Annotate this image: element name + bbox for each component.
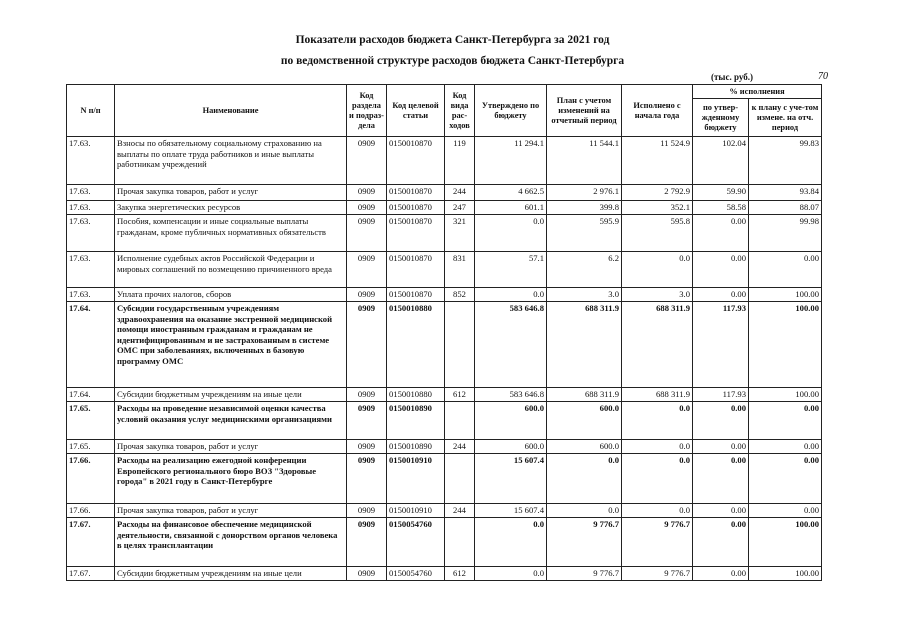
row-utv: 600.0 [475, 402, 547, 440]
row-name: Расходы на финансовое обеспечение медицинской деятельности, связанной с донорством органов человека в целях трансплантации [115, 518, 347, 567]
row-razdel: 0909 [347, 504, 387, 518]
col-header-razdel: Код раздела и подраз-дела [347, 85, 387, 137]
row-name: Расходы на проведение независимой оценки качества условий оказания услуг медицинскими организациями [115, 402, 347, 440]
col-header-name: Наименование [115, 85, 347, 137]
row-pct-utv: 0.00 [693, 567, 749, 581]
row-plan: 3.0 [547, 288, 622, 302]
row-pct-plan: 0.00 [749, 252, 822, 288]
table-row [67, 252, 822, 288]
row-num: 17.63. [67, 288, 115, 302]
report-title-line2: по ведомственной структуре расходов бюджета Санкт-Петербурга [280, 55, 625, 67]
row-plan: 688 311.9 [547, 388, 622, 402]
row-razdel: 0909 [347, 137, 387, 185]
row-name: Прочая закупка товаров, работ и услуг [115, 440, 347, 454]
row-vid: 244 [445, 185, 475, 201]
row-pct-plan: 100.00 [749, 302, 822, 388]
row-num: 17.67. [67, 518, 115, 567]
row-vid: 831 [445, 252, 475, 288]
row-vid: 321 [445, 215, 475, 252]
budget-table [66, 84, 822, 581]
row-ispoln: 0.0 [622, 252, 693, 288]
table-row [67, 288, 822, 302]
col-header-num: N п/п [67, 85, 115, 137]
row-tsel: 0150010880 [387, 388, 445, 402]
row-ispoln: 0.0 [622, 440, 693, 454]
row-razdel: 0909 [347, 388, 387, 402]
row-pct-plan: 100.00 [749, 388, 822, 402]
row-pct-plan: 100.00 [749, 567, 822, 581]
row-num: 17.66. [67, 454, 115, 504]
row-utv: 0.0 [475, 215, 547, 252]
row-razdel: 0909 [347, 567, 387, 581]
row-name: Уплата прочих налогов, сборов [115, 288, 347, 302]
row-plan: 6.2 [547, 252, 622, 288]
row-razdel: 0909 [347, 252, 387, 288]
row-tsel: 0150010870 [387, 215, 445, 252]
row-pct-utv: 0.00 [693, 252, 749, 288]
row-pct-plan: 99.98 [749, 215, 822, 252]
row-plan: 595.9 [547, 215, 622, 252]
page-number: 70 [818, 71, 828, 82]
row-ispoln: 0.0 [622, 504, 693, 518]
row-name: Закупка энергетических ресурсов [115, 201, 347, 215]
row-name: Субсидии бюджетным учреждениям на иные цели [115, 388, 347, 402]
row-razdel: 0909 [347, 185, 387, 201]
table-row [67, 185, 822, 201]
row-razdel: 0909 [347, 518, 387, 567]
row-plan: 600.0 [547, 402, 622, 440]
row-utv: 583 646.8 [475, 388, 547, 402]
table-row [67, 518, 822, 567]
row-utv: 583 646.8 [475, 302, 547, 388]
row-ispoln: 595.8 [622, 215, 693, 252]
row-tsel: 0150010870 [387, 288, 445, 302]
row-ispoln: 688 311.9 [622, 388, 693, 402]
row-vid [445, 402, 475, 440]
row-num: 17.65. [67, 440, 115, 454]
row-razdel: 0909 [347, 201, 387, 215]
row-vid: 852 [445, 288, 475, 302]
row-ispoln: 2 792.9 [622, 185, 693, 201]
col-header-plan: План с учетом изменений на отчетный период [547, 85, 622, 137]
row-tsel: 0150010890 [387, 440, 445, 454]
row-vid: 244 [445, 504, 475, 518]
row-ispoln: 688 311.9 [622, 302, 693, 388]
row-razdel: 0909 [347, 440, 387, 454]
table-row [67, 454, 822, 504]
row-vid: 612 [445, 388, 475, 402]
row-name: Расходы на реализацию ежегодной конференции Европейского регионального бюро ВОЗ "Здоровые города" в 2021 году в Санкт-Петербурге [115, 454, 347, 504]
row-tsel: 0150010910 [387, 504, 445, 518]
row-tsel: 0150010880 [387, 302, 445, 388]
table-row [67, 402, 822, 440]
row-plan: 600.0 [547, 440, 622, 454]
row-plan: 2 976.1 [547, 185, 622, 201]
col-header-utv: Утверждено по бюджету [475, 85, 547, 137]
row-vid: 244 [445, 440, 475, 454]
col-header-pct-group: % исполнения [693, 85, 822, 99]
row-ispoln: 0.0 [622, 454, 693, 504]
row-razdel: 0909 [347, 302, 387, 388]
row-plan: 9 776.7 [547, 518, 622, 567]
row-pct-utv: 0.00 [693, 288, 749, 302]
row-pct-plan: 0.00 [749, 402, 822, 440]
row-vid [445, 518, 475, 567]
row-utv: 15 607.4 [475, 504, 547, 518]
row-pct-plan: 0.00 [749, 454, 822, 504]
col-header-pct-utv: по утвер-жденному бюджету [693, 99, 749, 137]
row-ispoln: 9 776.7 [622, 567, 693, 581]
row-tsel: 0150054760 [387, 567, 445, 581]
row-pct-plan: 93.84 [749, 185, 822, 201]
row-num: 17.65. [67, 402, 115, 440]
row-tsel: 0150010870 [387, 185, 445, 201]
row-tsel: 0150010870 [387, 201, 445, 215]
row-utv: 15 607.4 [475, 454, 547, 504]
row-num: 17.63. [67, 185, 115, 201]
row-plan: 0.0 [547, 454, 622, 504]
table-row [67, 440, 822, 454]
row-pct-plan: 0.00 [749, 440, 822, 454]
row-utv: 0.0 [475, 288, 547, 302]
row-ispoln: 3.0 [622, 288, 693, 302]
row-tsel: 0150010870 [387, 137, 445, 185]
row-plan: 688 311.9 [547, 302, 622, 388]
row-pct-plan: 100.00 [749, 288, 822, 302]
row-pct-plan: 0.00 [749, 504, 822, 518]
row-pct-plan: 100.00 [749, 518, 822, 567]
row-num: 17.63. [67, 201, 115, 215]
row-num: 17.66. [67, 504, 115, 518]
row-pct-utv: 0.00 [693, 215, 749, 252]
row-razdel: 0909 [347, 454, 387, 504]
row-num: 17.67. [67, 567, 115, 581]
table-row [67, 137, 822, 185]
row-vid: 612 [445, 567, 475, 581]
units-label: (тыс. руб.) [711, 72, 753, 82]
row-razdel: 0909 [347, 215, 387, 252]
row-ispoln: 352.1 [622, 201, 693, 215]
row-pct-utv: 0.00 [693, 402, 749, 440]
row-pct-utv: 102.04 [693, 137, 749, 185]
row-num: 17.63. [67, 215, 115, 252]
row-plan: 0.0 [547, 504, 622, 518]
row-plan: 399.8 [547, 201, 622, 215]
row-ispoln: 9 776.7 [622, 518, 693, 567]
row-vid [445, 302, 475, 388]
table-row [67, 215, 822, 252]
row-name: Исполнение судебных актов Российской Федерации и мировых соглашений по возмещению причиненного вреда [115, 252, 347, 288]
row-ispoln: 11 524.9 [622, 137, 693, 185]
row-name: Прочая закупка товаров, работ и услуг [115, 504, 347, 518]
row-pct-utv: 0.00 [693, 504, 749, 518]
row-plan: 9 776.7 [547, 567, 622, 581]
row-tsel: 0150010910 [387, 454, 445, 504]
row-razdel: 0909 [347, 288, 387, 302]
row-utv: 11 294.1 [475, 137, 547, 185]
row-pct-plan: 88.07 [749, 201, 822, 215]
row-tsel: 0150010890 [387, 402, 445, 440]
row-name: Взносы по обязательному социальному страхованию на выплаты по оплате труда работников и иные выплаты работникам учреждений [115, 137, 347, 185]
table-body [67, 137, 822, 581]
row-utv: 0.0 [475, 567, 547, 581]
row-pct-plan: 99.83 [749, 137, 822, 185]
row-name: Субсидии бюджетным учреждениям на иные цели [115, 567, 347, 581]
row-plan: 11 544.1 [547, 137, 622, 185]
row-ispoln: 0.0 [622, 402, 693, 440]
row-pct-utv: 117.93 [693, 302, 749, 388]
row-pct-utv: 0.00 [693, 454, 749, 504]
row-pct-utv: 0.00 [693, 440, 749, 454]
row-vid: 119 [445, 137, 475, 185]
row-vid: 247 [445, 201, 475, 215]
row-pct-utv: 59.90 [693, 185, 749, 201]
table-row [67, 201, 822, 215]
row-name: Субсидии государственным учреждениям здравоохранения на оказание экстренной медицинской помощи иностранным гражданам и гражданам не идентифицированным и не застрахованным в системе ОМС при заболеваниях, включенных в базовую программу ОМС [115, 302, 347, 388]
row-tsel: 0150010870 [387, 252, 445, 288]
row-utv: 601.1 [475, 201, 547, 215]
report-title-line1: Показатели расходов бюджета Санкт-Петербурга за 2021 год [295, 34, 610, 46]
row-utv: 0.0 [475, 518, 547, 567]
table-row [67, 388, 822, 402]
row-utv: 600.0 [475, 440, 547, 454]
row-num: 17.64. [67, 302, 115, 388]
row-tsel: 0150054760 [387, 518, 445, 567]
table-row [67, 302, 822, 388]
row-pct-utv: 0.00 [693, 518, 749, 567]
row-num: 17.63. [67, 137, 115, 185]
row-razdel: 0909 [347, 402, 387, 440]
col-header-pct-plan: к плану с уче-том измене. на отч. период [749, 99, 822, 137]
row-num: 17.63. [67, 252, 115, 288]
row-name: Прочая закупка товаров, работ и услуг [115, 185, 347, 201]
row-name: Пособия, компенсации и иные социальные выплаты гражданам, кроме публичных нормативных обязательств [115, 215, 347, 252]
table-row [67, 504, 822, 518]
col-header-vid: Код вида рас-ходов [445, 85, 475, 137]
row-pct-utv: 117.93 [693, 388, 749, 402]
col-header-tsel: Код целевой статьи [387, 85, 445, 137]
row-num: 17.64. [67, 388, 115, 402]
row-utv: 57.1 [475, 252, 547, 288]
row-vid [445, 454, 475, 504]
row-utv: 4 662.5 [475, 185, 547, 201]
col-header-ispoln: Исполнено с начала года [622, 85, 693, 137]
row-pct-utv: 58.58 [693, 201, 749, 215]
table-row [67, 567, 822, 581]
